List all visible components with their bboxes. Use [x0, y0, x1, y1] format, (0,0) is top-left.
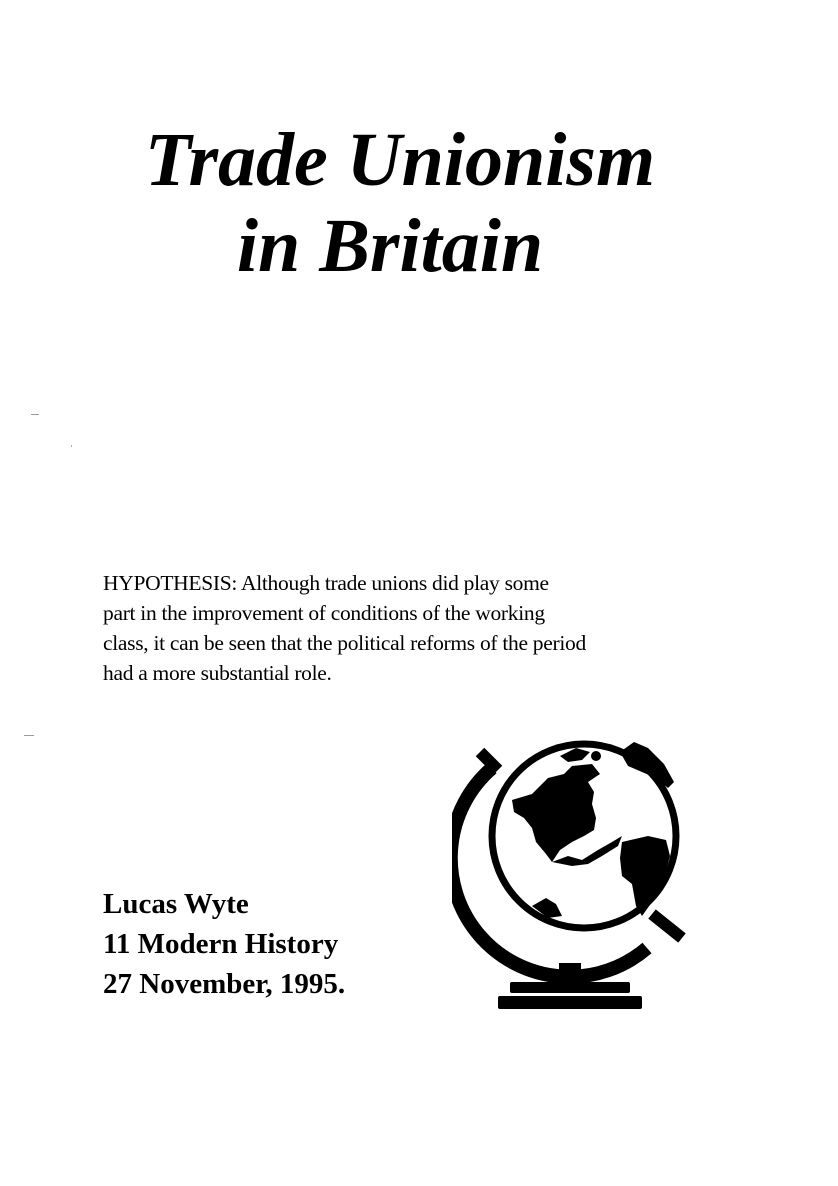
globe-icon	[452, 738, 692, 1010]
scan-mark	[31, 414, 39, 415]
hypothesis-line: HYPOTHESIS: Although trade unions did play some	[103, 571, 549, 595]
author-class: 11 Modern History	[103, 928, 339, 960]
hypothesis-line: had a more substantial role.	[103, 661, 332, 685]
hypothesis-line: class, it can be seen that the political reforms of the period	[103, 631, 586, 655]
hypothesis-paragraph	[103, 568, 723, 688]
scan-speck	[71, 445, 72, 447]
hypothesis-line: part in the improvement of conditions of the working	[103, 601, 545, 625]
author-name: Lucas Wyte	[103, 888, 249, 920]
title-line-2: in Britain	[236, 204, 544, 288]
scan-mark	[24, 735, 34, 736]
author-date: 27 November, 1995.	[103, 968, 346, 1000]
title-line-1: Trade Unionism	[144, 118, 656, 202]
author-block	[103, 884, 345, 1004]
